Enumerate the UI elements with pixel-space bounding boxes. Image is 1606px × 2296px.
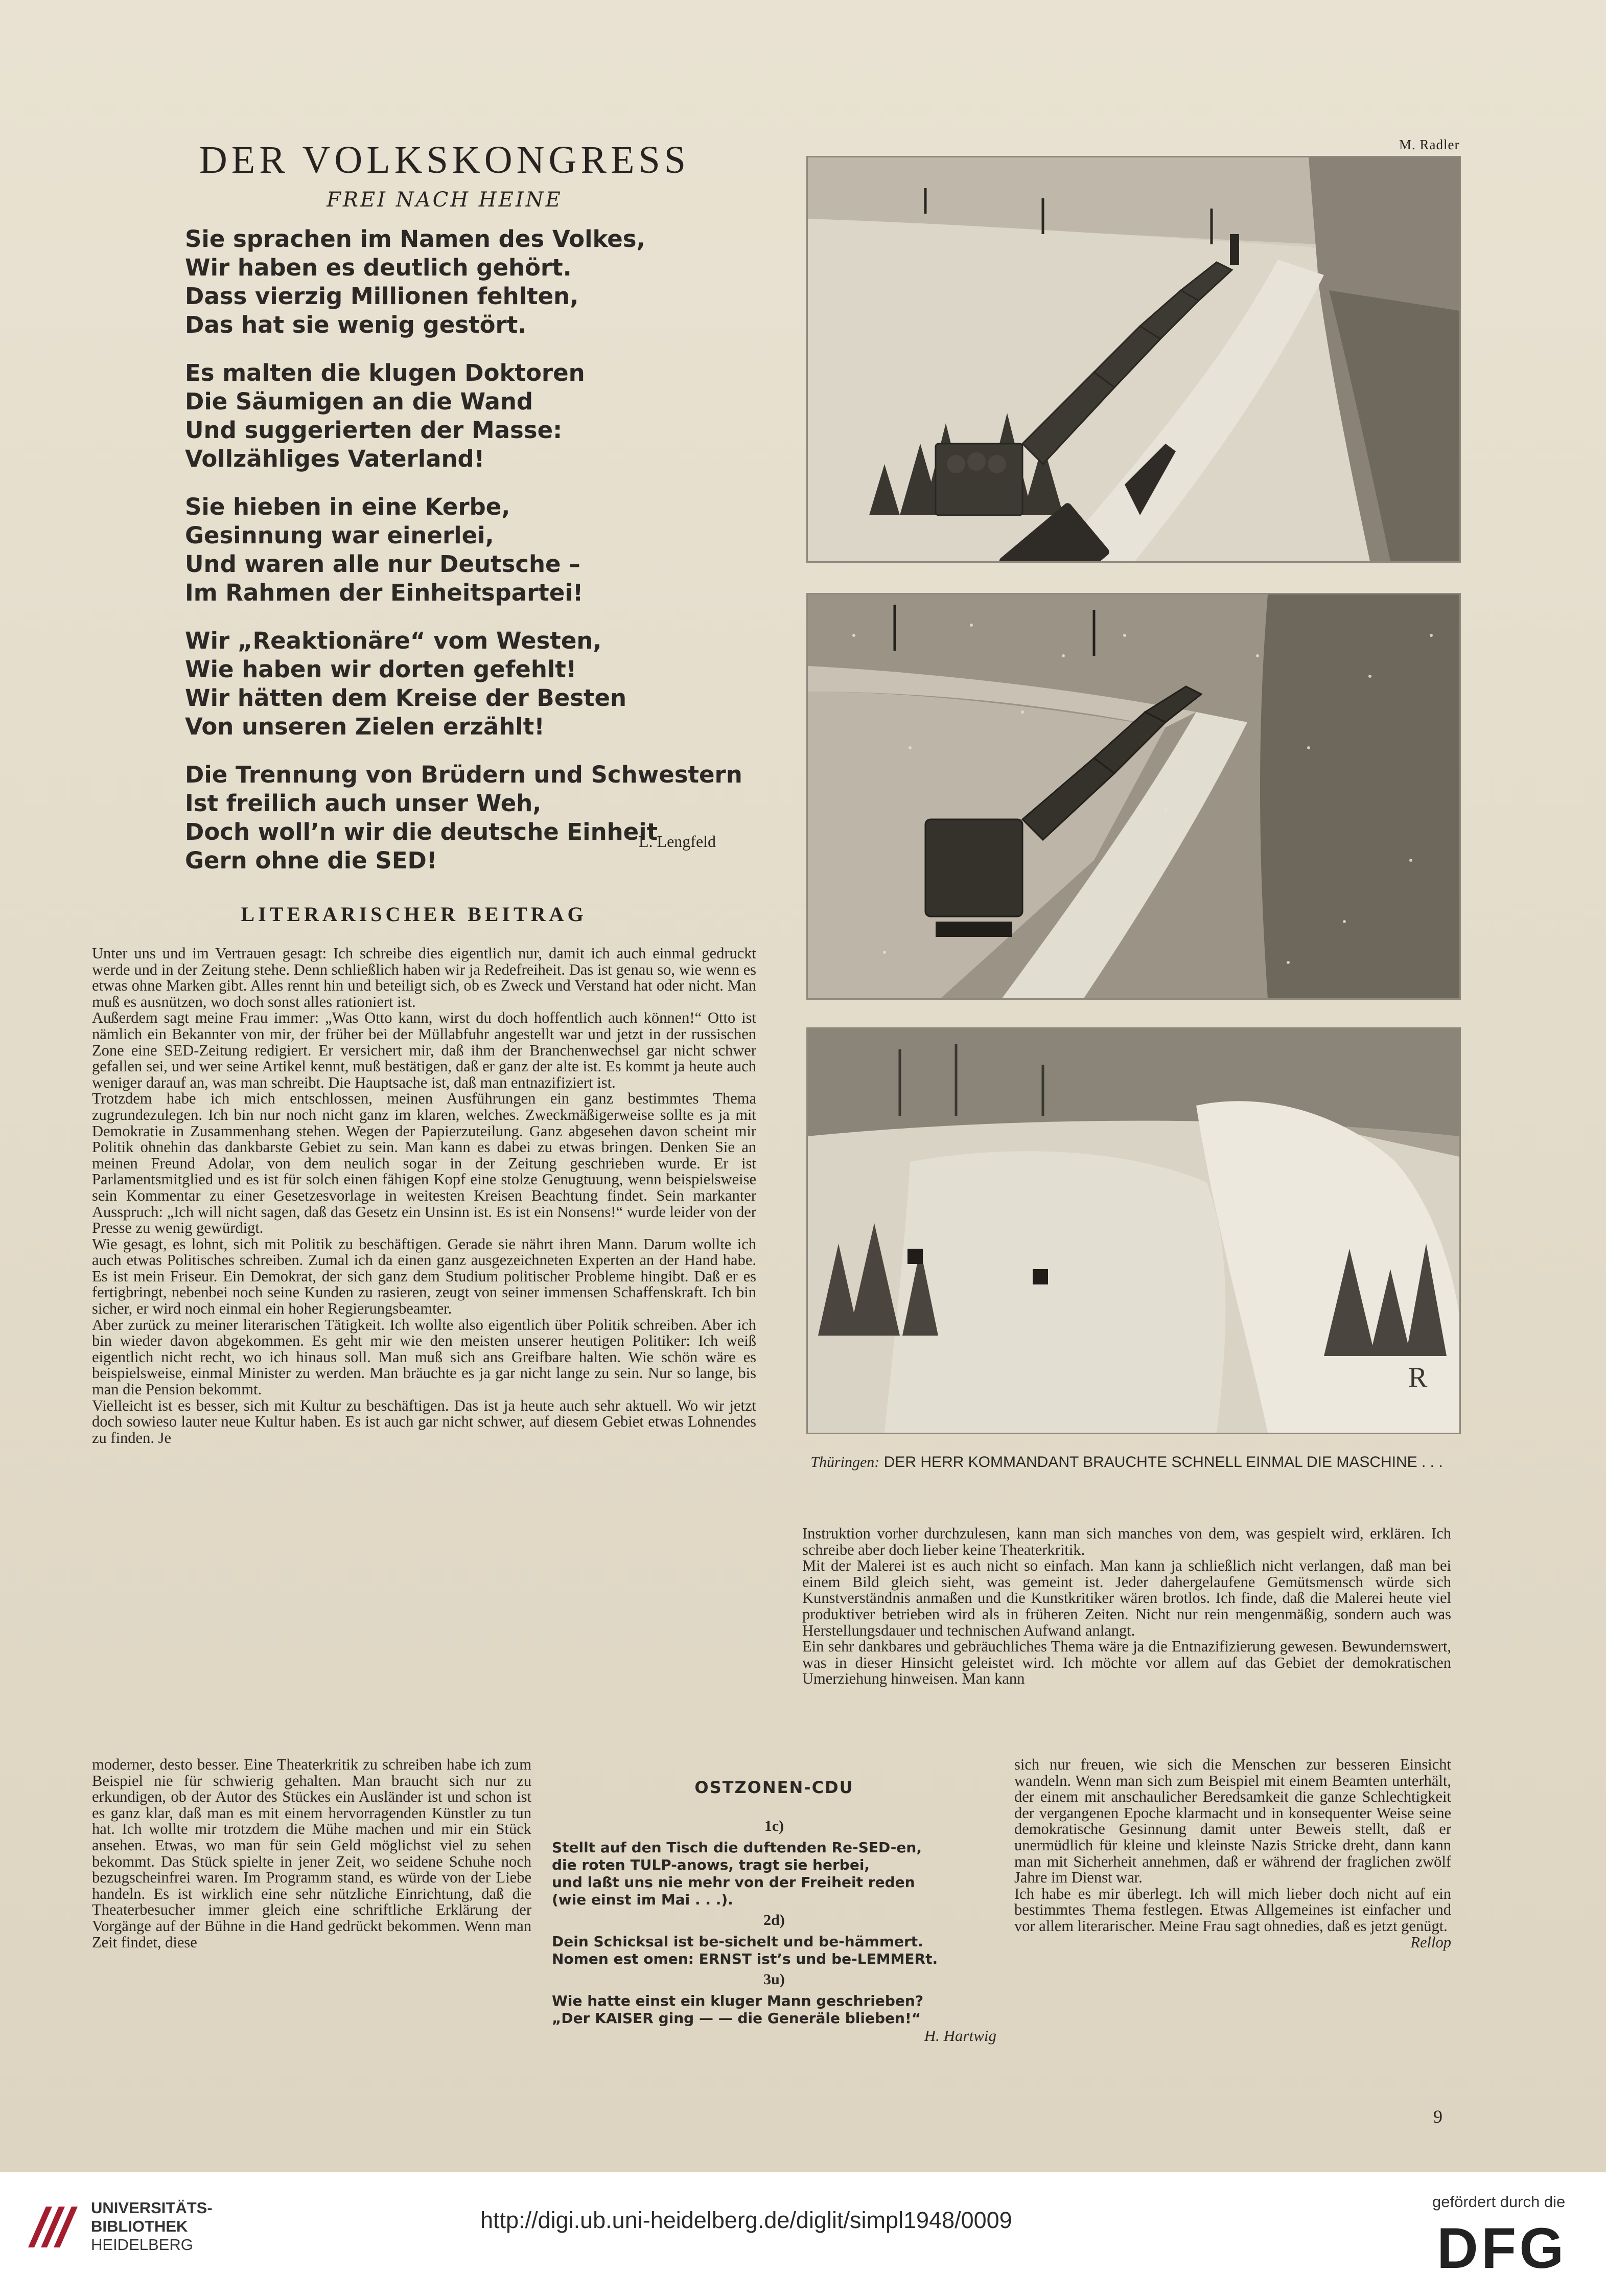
poem-author: L. Lengfeld	[639, 832, 716, 851]
verse-line: „Der KAISER ging — — die Generäle blieben!“	[552, 2010, 921, 2027]
article-left-column	[92, 946, 756, 1446]
verse-number: 1c)	[764, 1818, 784, 1834]
university-library-name	[91, 2199, 213, 2254]
library-line-2: BIBLIOTHEK	[91, 2217, 188, 2235]
poem-line: Es malten die klugen Doktoren	[185, 359, 585, 386]
poem-stanza	[185, 359, 747, 473]
digitization-footer	[0, 2172, 1606, 2296]
poem-line: Dass vierzig Millionen fehlten,	[185, 283, 579, 310]
poem-line: Im Rahmen der Einheitspartei!	[185, 579, 584, 606]
article-paragraph: Ein sehr dankbares und gebräuchliches Thema wäre ja die Entnazifizierung gewesen. Bewundernswert, was in dieser Hinsicht geleistet wird. Ich möchte vor allem auf das Gebiet der demokratischen Umerziehung hinweisen. Man kann	[802, 1638, 1451, 1688]
poem-line: Wir haben es deutlich gehört.	[185, 254, 572, 281]
poem-line: Das hat sie wenig gestört.	[185, 311, 527, 338]
illustrator-credit: M. Radler	[1399, 137, 1460, 152]
illustration-caption	[802, 1453, 1451, 1472]
article-title: LITERARISCHER BEITRAG	[241, 903, 587, 926]
poem-line: Wie haben wir dorten gefehlt!	[185, 656, 577, 683]
poem-line: Die Säumigen an die Wand	[185, 388, 533, 415]
article-paragraph: Aber zurück zu meiner literarischen Tätigkeit. Ich wollte also eigentlich über Politik schreiben. Aber ich bin wieder davon abgekommen. Es geht mir wie den meisten unserer heutigen Politiker: Ich weiß eigentlich nicht recht, wo ich hinaus soll. Man muß sich ans Greifbare halten. Wie schön wäre es beispielsweise, einmal Minister zu werden. Man bräuchte es ja gar nicht lange zu sein. Nur so lange, bis man die Pension bekommt.	[92, 1316, 756, 1398]
permalink-url[interactable]: http://digi.ub.uni-heidelberg.de/diglit/simpl1948/0009	[480, 2207, 1012, 2233]
article-author: Rellop	[1410, 1933, 1451, 1951]
snowed-in-railway-scene	[808, 1029, 1459, 1433]
poem-line: Von unseren Zielen erzählt!	[185, 713, 545, 740]
locomotive-chimney	[1230, 234, 1239, 265]
poem-body	[185, 225, 747, 894]
ostzonen-cdu-verses	[552, 1779, 996, 2045]
article-paragraph: Trotzdem habe ich mich entschlossen, meinen Ausführungen ein ganz bestimmtes Thema zugrundezulegen. Ich bin nur noch nicht ganz im klaren, welches. Zweckmäßigerweise sollte es ja mit Demokratie in Zusammenhang stehen. Wegen der Papierzuteilung. Ganz abgesehen davon scheint mir Politik ohnehin das dankbarste Gebiet zu sein. Man kann es dabei zu etwas bringen. Denken Sie an meinen Freund Adolar, von dem neulich sogar in der Zeitung geschrieben wurde. Er ist Parlamentsmitglied und es ist für solch einen fähigen Kopf eine stolze Genugtuung, wenn beispielsweise sein Kommentar zu einer Gesetzesvorlage in weitesten Kreisen Beachtung findet. Sein markanter Ausspruch: „Ich will nicht sagen, daß das Gesetz ein Unsinn ist. Es ist ein Nonsens!“ wurde leider von der Presse zu wenig gewürdigt.	[92, 1090, 756, 1237]
poem-line: Vollzähliges Vaterland!	[185, 445, 485, 472]
train-snow-scene-2	[808, 594, 1459, 998]
poem-line: Wir „Reaktionäre“ vom Westen,	[185, 627, 602, 654]
poem-stanza	[185, 225, 747, 339]
dfg-logo[interactable]: DFG	[1437, 2216, 1567, 2280]
poem-line: Gesinnung war einerlei,	[185, 522, 494, 549]
library-line-3: HEIDELBERG	[91, 2236, 193, 2254]
illustration-panel-1	[806, 156, 1461, 563]
artist-signature: R	[1408, 1362, 1428, 1393]
article-paragraph: sich nur freuen, wie sich die Menschen zur besseren Einsicht wandeln. Wenn man sich zum Beispiel mit einem Beamten unterhält, der einem mit anschaulicher Beredsamkeit die ganze Schlechtigkeit der vergangenen Epoche klarmacht und in konsequenter Weise seine demokratische Gesinnung damit unter Beweis stellt, daß er unermüdlich für kleine und kleinste Nazis Stricke dreht, dann kann man mit Sicherheit annehmen, daß er während der fraglichen zwölf Jahre im Dienst war.	[1014, 1756, 1451, 1887]
university-library-logo-icon[interactable]	[20, 2196, 82, 2260]
caption-text: DER HERR KOMMANDANT BRAUCHTE SCHNELL EINMAL DIE MASCHINE . . .	[883, 1454, 1443, 1471]
article-paragraph: Vielleicht ist es besser, sich mit Kultur zu beschäftigen. Das ist ja heute auch sehr aktuell. Wo wir jetzt doch sowieso lauter neue Kultur haben. Es ist auch gar nicht schwer, auf diesem Gebiet etwas Lohnendes zu finden. Je	[92, 1396, 756, 1447]
article-paragraph: Außerdem sagt meine Frau immer: „Was Otto kann, wirst du doch hoffentlich auch können!“ Otto ist nämlich ein Bekannter von mir, der früher bei der Müllabfuhr angestellt war und jetzt in der russischen Zone eine SED-Zeitung redigiert. Er versichert mir, daß ihm der Branchenwechsel gar nicht schwer gefallen sei, und wer seine Artikel kennt, muß bestätigen, daß er ganz der alte ist. Es kommt ja heute auch weniger darauf an, was man schreibt. Die Hauptsache ist, daß man entnazifiziert ist.	[92, 1009, 756, 1091]
poem-stanza	[185, 627, 747, 741]
page-number: 9	[1433, 2106, 1442, 2127]
article-paragraph: moderner, desto besser. Eine Theaterkritik zu schreiben habe ich zum Beispiel nie für schwierig gehalten. Man braucht sich nur zu erkundigen, ob der Autor des Stückes ein Ausländer ist und schon ist es ganz klar, daß man es mit einem hervorragenden Künstler zu tun hat. Ich wollte mir trotzdem die Mühe machen und mir ein Stück ansehen. Etwas, wo man für sein Geld möglichst viel zu sehen bekommt. Das Stück spielte in jener Zeit, wo seidene Schuhe noch bezugscheinfrei waren. Im Programm stand, es würde von der Liebe handeln. Es ist wirklich eine sehr nützliche Einrichtung, daß die Theaterbesucher immer gleich eine schriftliche Erklärung der Vorgänge auf der Bühne in die Hand gedrückt bekommen. Wenn man Zeit findet, diese	[92, 1756, 531, 1951]
poem-line: Und suggerierten der Masse:	[185, 417, 563, 444]
ostzonen-title: OSTZONEN-CDU	[694, 1778, 854, 1797]
article-right-column	[802, 1526, 1451, 1687]
poem-line: Ist freilich auch unser Weh,	[185, 790, 542, 817]
poem-line: Doch woll’n wir die deutsche Einheit	[185, 818, 658, 845]
caption-location: Thüringen:	[810, 1454, 880, 1471]
article-paragraph: Mit der Malerei ist es auch nicht so einfach. Man kann ja schließlich nicht verlangen, daß man bei einem Bild gleich sieht, was gemeint ist. Jeder dahergelaufene Gemütsmensch würde sich Kunstverständnis anmaßen und die Kunstkritiker wären brotlos. Ich finde, daß die Malerei heute viel produktiver betrieben wird als in früheren Zeiten. Nicht nur rein mengenmäßig, sondern auch was Herstellungsdauer und technischen Aufwand anlangt.	[802, 1557, 1451, 1639]
poem-line: Sie hieben in eine Kerbe,	[185, 493, 510, 520]
article-paragraph: Wie gesagt, es lohnt, sich mit Politik zu beschäftigen. Gerade sie nährt ihren Mann. Darum wollte ich auch etwas Politisches schreiben. Zumal ich da einen ganz ausgezeichneten Experten an der Hand habe. Es ist mein Friseur. Ein Demokrat, der sich ganz dem Studium politischer Probleme hingibt. Daß er es fertigbringt, nebenbei noch seine Kunden zu rasieren, zeugt von seiner immensen Schaffenskraft. Ich bin sicher, er wird noch einmal ein hoher Regierungsbeamter.	[92, 1235, 756, 1318]
poem-title: DER VOLKSKONGRESS	[199, 139, 690, 181]
verse-number: 2d)	[763, 1912, 785, 1928]
verse-line: Stellt auf den Tisch die duftenden Re-SED-en,	[552, 1839, 922, 1856]
article-paragraph: Instruktion vorher durchzulesen, kann man sich manches von dem, was gespielt wird, erklären. Ich schreibe aber doch lieber keine Theaterkritik.	[802, 1525, 1451, 1558]
poem-line: Sie sprachen im Namen des Volkes,	[185, 225, 645, 252]
verse-line: Nomen est omen: ERNST ist’s und be-LEMMERt.	[552, 1950, 938, 1967]
library-line-1: UNIVERSITÄTS-	[91, 2199, 213, 2217]
poem-subtitle: FREI NACH HEINE	[327, 188, 563, 212]
poem-line: Und waren alle nur Deutsche –	[185, 550, 580, 578]
article-right-narrow-column	[1014, 1757, 1451, 1950]
verse-line: und laßt uns nie mehr von der Freiheit reden	[552, 1874, 915, 1891]
poem-line: Wir hätten dem Kreise der Besten	[185, 684, 627, 711]
article-left-narrow-column	[92, 1757, 531, 1950]
illustration-panel-2	[806, 593, 1461, 1000]
funding-label: gefördert durch die	[1432, 2193, 1566, 2211]
verse-line: (wie einst im Mai . . .).	[552, 1891, 733, 1908]
verse-number: 3u)	[763, 1971, 785, 1988]
poem-line: Die Trennung von Brüdern und Schwestern	[185, 761, 742, 788]
poem-line: Gern ohne die SED!	[185, 847, 437, 874]
article-paragraph: Unter uns und im Vertrauen gesagt: Ich schreibe dies eigentlich nur, damit ich auch einmal gedruckt werde und in der Zeitung stehe. Denn schließlich haben wir ja Redefreiheit. Das ist genau so, wie wenn es etwas ohne Marken gibt. Alles rennt hin und beteiligt sich, ob es Zweck und Verstand hat oder nicht. Man muß es ausnützen, wo doch sonst alles rationiert ist.	[92, 945, 756, 1011]
illustration-panel-3	[806, 1027, 1461, 1434]
train-snow-scene-1	[808, 157, 1459, 561]
verse-line: Wie hatte einst ein kluger Mann geschrieben?	[552, 1992, 924, 2009]
verse-line: Dein Schicksal ist be-sichelt und be-hämmert.	[552, 1933, 923, 1950]
ostzonen-author: H. Hartwig	[924, 2027, 996, 2045]
poem-stanza	[185, 493, 747, 607]
poem-stanza	[185, 761, 747, 875]
verse-line: die roten TULP-anows, tragt sie herbei,	[552, 1856, 870, 1873]
article-paragraph: Ich habe es mir überlegt. Ich will mich lieber doch nicht auf ein bestimmtes Thema festlegen. Etwas Allgemeines ist einfacher und vor allem literarischer. Meine Frau sagt ohnedies, daß es jetzt genügt.	[1014, 1885, 1451, 1935]
